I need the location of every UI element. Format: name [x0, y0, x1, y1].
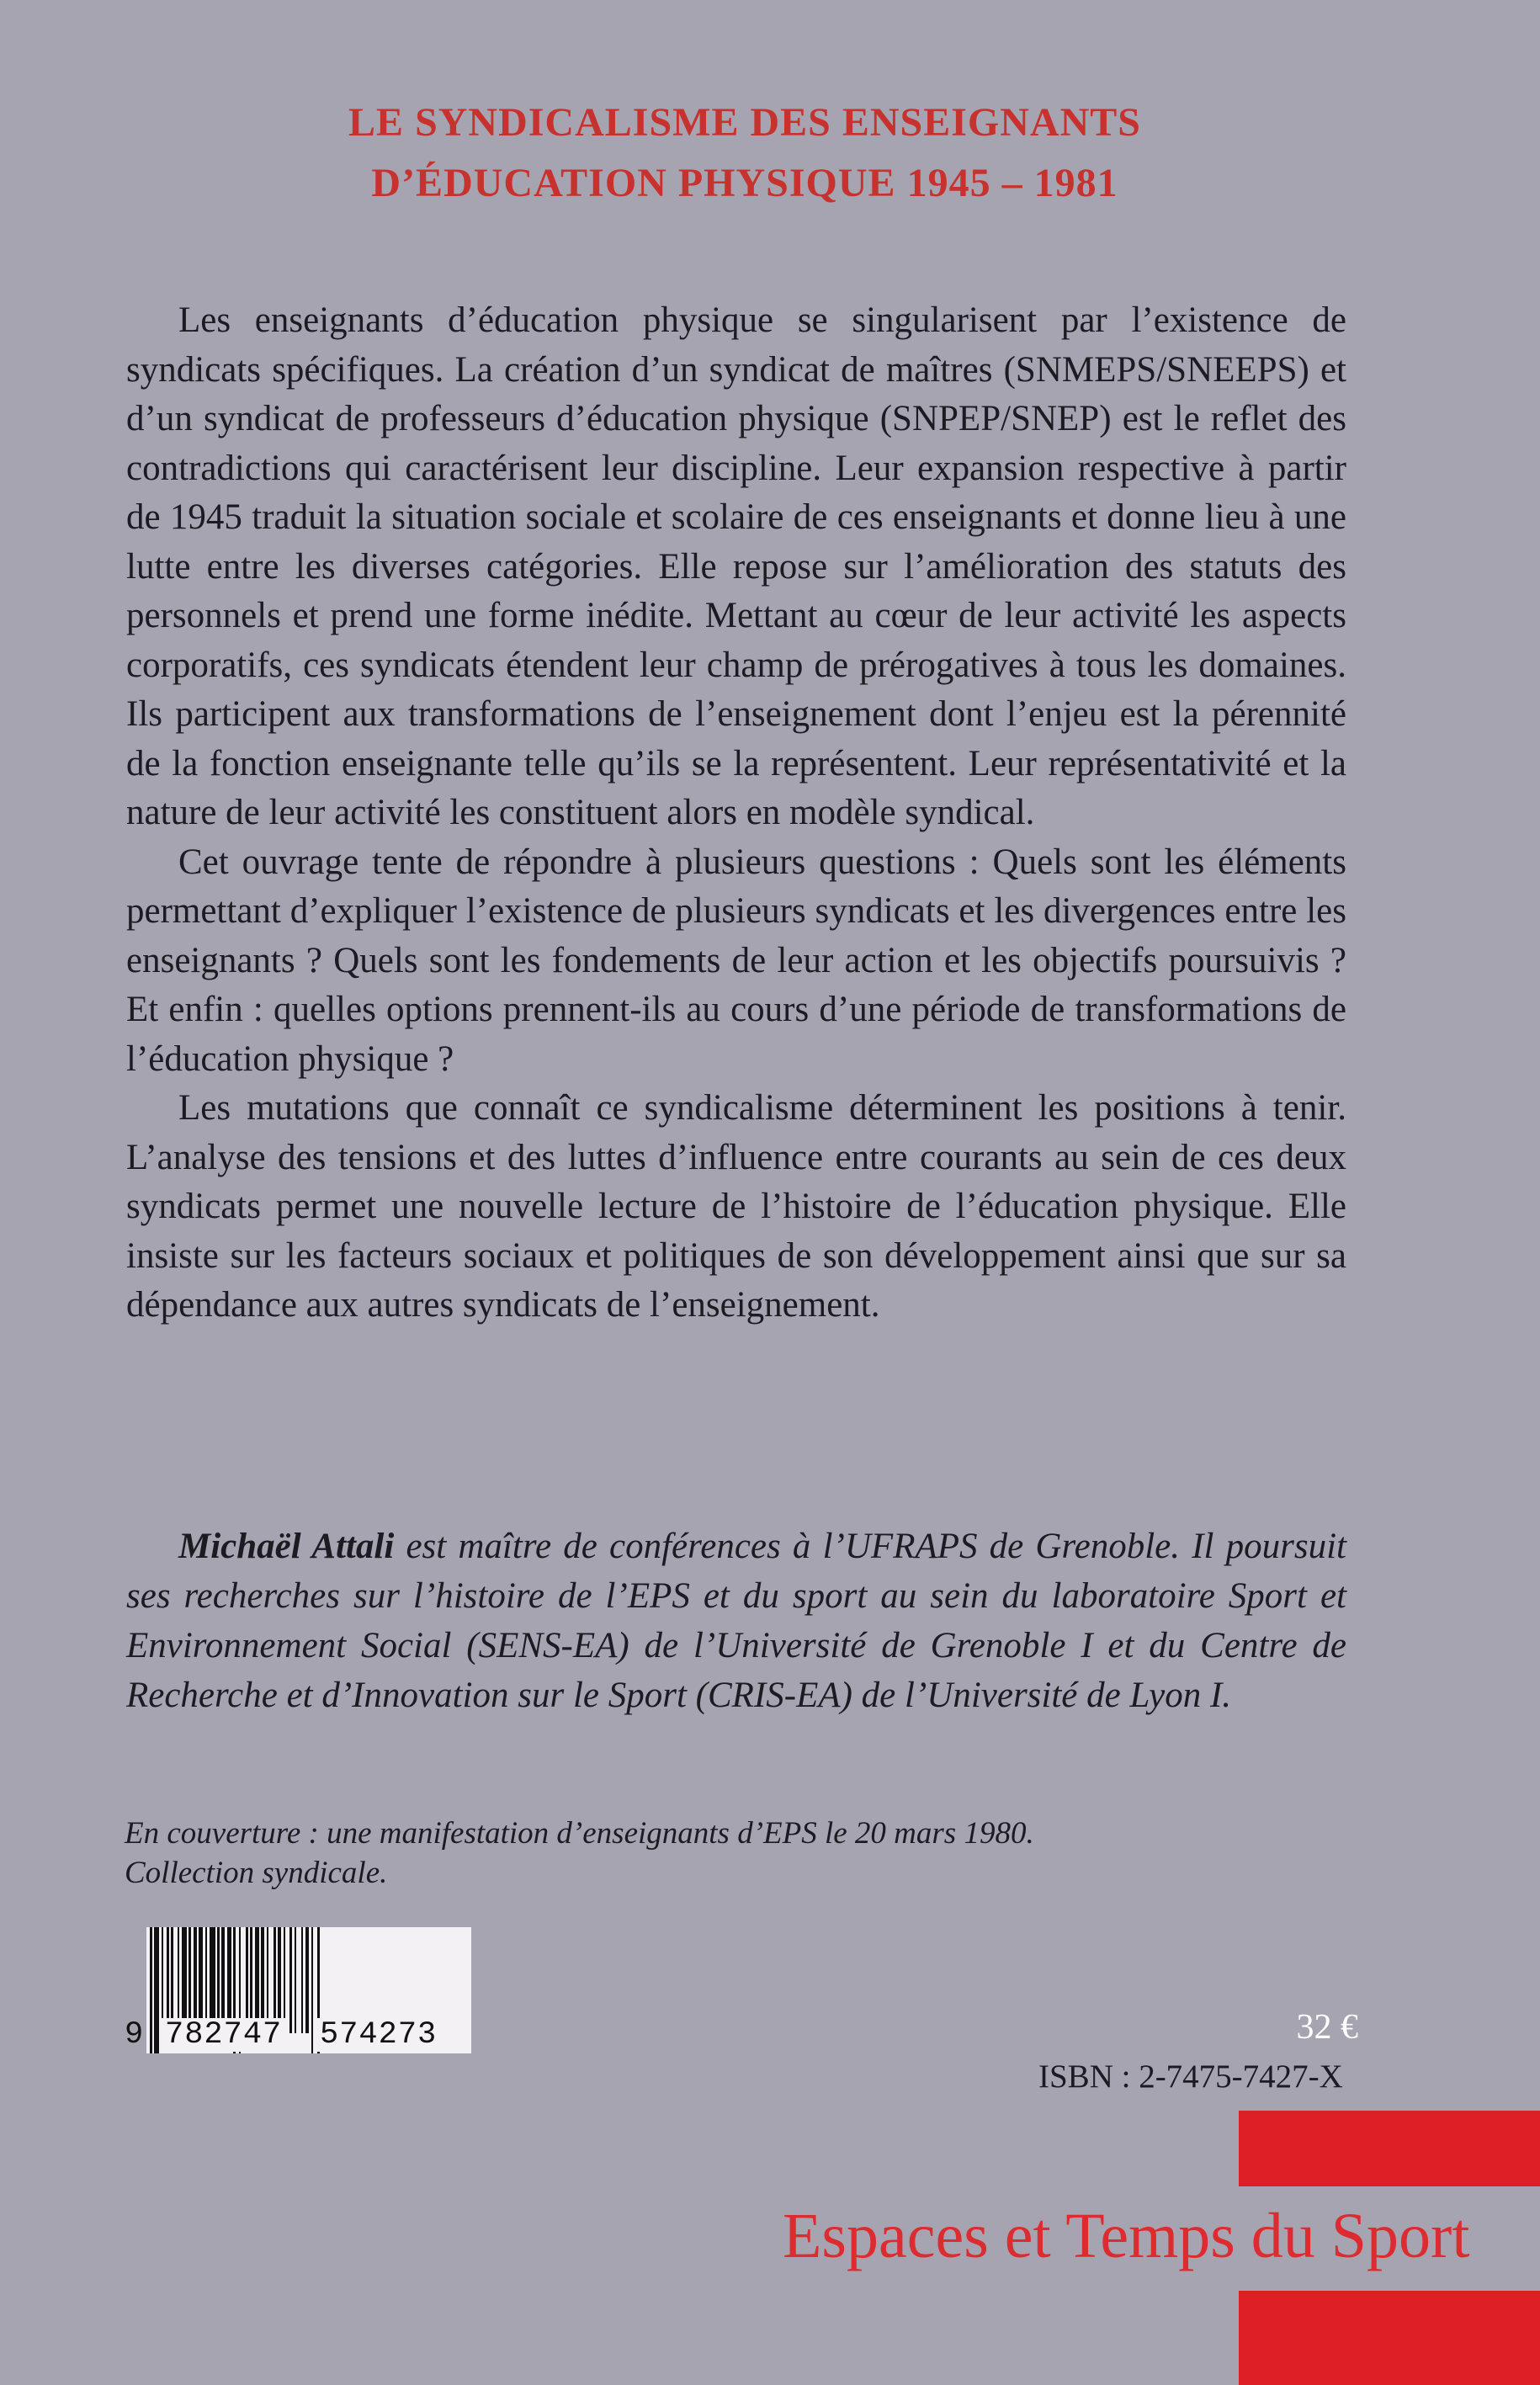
author-name: Michaël Attali: [178, 1527, 395, 1566]
cover-note-line-1: En couverture : une manifestation d’enseignants d’EPS le 20 mars 1980.: [125, 1816, 1034, 1851]
barcode-bar: [295, 1927, 296, 2033]
red-band-top: [1239, 2111, 1540, 2186]
price: 32 €: [1296, 2008, 1358, 2047]
red-band-bottom: [1239, 2291, 1540, 2385]
barcode: [125, 1927, 471, 2053]
book-title: [151, 93, 1338, 214]
title-line-2: D’ÉDUCATION PHYSIQUE 1945 – 1981: [371, 161, 1118, 205]
blurb: [126, 296, 1346, 1331]
barcode-bar: [154, 1927, 159, 2053]
blurb-paragraph-2: Cet ouvrage tente de répondre à plusieurs questions : Quels sont les éléments permettant d’expliquer l’existence de plusieurs syndicats et les divergences entre les enseignants ? Quels sont les fondements de leur action et les objectifs poursuivis ? Et enfin : quelles options prennent-ils au cours d’une période de transformations de l’éducation physique ?: [126, 842, 1346, 1079]
author-bio: [126, 1522, 1346, 1720]
barcode-group-1: 782747: [162, 2018, 285, 2052]
isbn: ISBN : 2-7475-7427-X: [1038, 2058, 1343, 2095]
blurb-paragraph-3: Les mutations que connaît ce syndicalisme déterminent les positions à tenir. L’analyse des tensions et des luttes d’influence entre courants au sein de ces deux syndicats permet une nouvelle lecture de l’histoire de l’éducation physique. Elle insiste sur les facteurs sociaux et politiques de son développement ainsi que sur sa dépendance aux autres syndicats de l’enseignement.: [126, 1088, 1346, 1325]
author-bio-text: est maître de conférences à l’UFRAPS de Grenoble. Il poursuit ses recherches sur l’histoire de l’EPS et du sport au sein du laboratoire Sport et Environnement Social (SENS-EA) de l’Université de Grenoble I et du Centre de Recherche et d’Innovation sur le Sport (CRIS-EA) de l’Université de Lyon I.: [126, 1527, 1346, 1715]
barcode-lead-digit: 9: [125, 2017, 145, 2053]
collection-name: Espaces et Temps du Sport: [783, 2201, 1470, 2271]
cover-note-line-2: Collection syndicale.: [125, 1856, 388, 1890]
barcode-bar: [150, 1927, 152, 2053]
barcode-group-2: 574273: [316, 2018, 440, 2052]
blurb-paragraph-1: Les enseignants d’éducation physique se singularisent par l’existence de syndicats spécifiques. La création d’un syndicat de maîtres (SNMEPS/SNEEPS) et d’un syndicat de professeurs d’éducation physique (SNPEP/SNEP) est le reflet des contradictions qui caractérisent leur discipline. Leur expansion respective à partir de 1945 traduit la situation sociale et scolaire de ces enseignants et donne lieu à une lutte entre les diverses catégories. Elle repose sur l’amélioration des statuts des personnels et prend une forme inédite. Mettant au cœur de leur activité les aspects corporatifs, ces syndicats étendent leur champ de prérogatives à tous les domaines. Ils participent aux transformations de l’enseignement dont l’enjeu est la pérennité de la fonction enseignante telle qu’ils se la représentent. Leur représentativité et la nature de leur activité les constituent alors en modèle syndical.: [126, 300, 1346, 832]
barcode-bar: [305, 1927, 309, 2033]
title-line-1: LE SYNDICALISME DES ENSEIGNANTS: [348, 100, 1141, 145]
barcode-bar: [311, 1927, 313, 2053]
cover-note: [125, 1814, 1219, 1893]
barcode-bar: [301, 1927, 303, 2033]
barcode-bar: [289, 1927, 292, 2033]
